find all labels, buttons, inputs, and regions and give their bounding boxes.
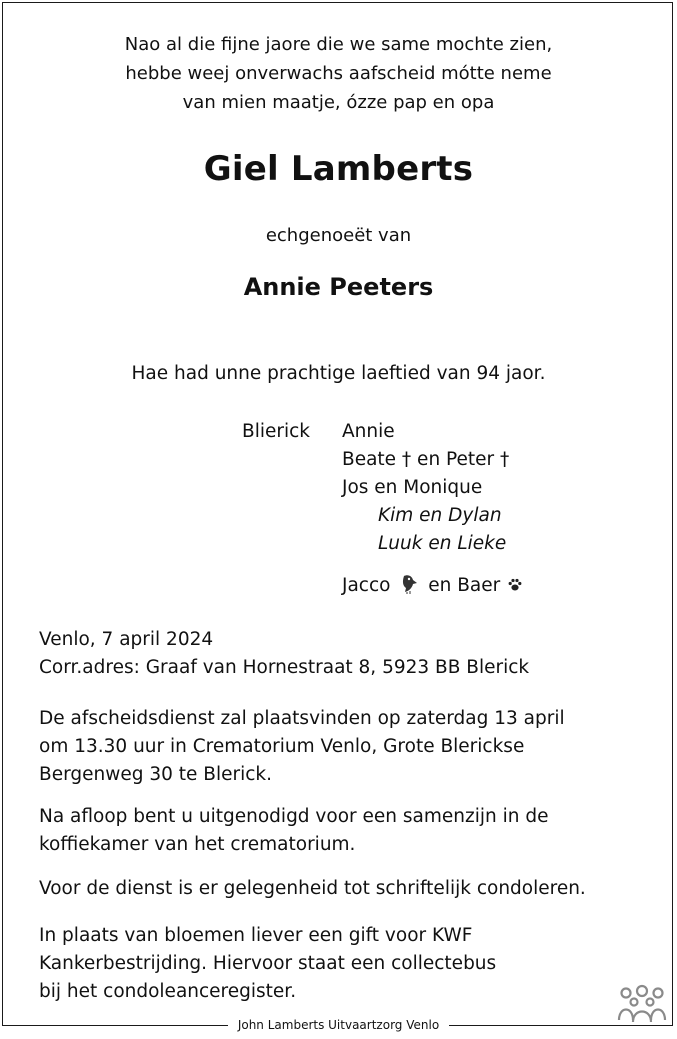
condolence-paragraph <box>39 875 586 903</box>
spouse-label: echgenoeët van <box>265 225 412 246</box>
age-line: Hae had unne prachtige laeftied van 94 jaor. <box>131 363 546 384</box>
paragraph-line: om 13.30 uur in Crematorium Venlo, Grote Blerickse <box>39 736 525 757</box>
family-list <box>342 418 509 502</box>
paragraph-line: In plaats van bloemen liever een gift voor KWF <box>39 925 473 946</box>
grandchildren-list <box>378 502 506 558</box>
spouse-name: Annie Peeters <box>243 273 434 301</box>
grandchild: Luuk en Lieke <box>378 533 507 554</box>
paragraph-line: De afscheidsdienst zal plaatsvinden op zaterdag 13 april <box>39 708 565 729</box>
paragraph-line: koffiekamer van het crematorium. <box>39 834 356 855</box>
pet-name: Jacco <box>342 575 391 596</box>
verse-line: hebbe weej onverwachs aafscheid mótte neme <box>125 63 552 84</box>
paragraph-line: Na afloop bent u uitgenodigd voor een samenzijn in de <box>39 806 549 827</box>
paragraph-line: Kankerbestrijding. Hiervoor staat een collectebus <box>39 953 497 974</box>
grandchild: Kim en Dylan <box>378 505 502 526</box>
bird-icon <box>398 572 420 603</box>
donation-paragraph <box>39 922 496 1006</box>
pets-line <box>342 572 522 603</box>
pet-connector: en Baer <box>428 575 501 596</box>
verse-line: Nao al die fijne jaore die we same mochte zien, <box>124 34 553 55</box>
footer-text: John Lamberts Uitvaartzorg Venlo <box>228 1018 449 1032</box>
family-member: Annie <box>342 421 395 442</box>
date-line: Venlo, 7 april 2024 <box>39 629 214 650</box>
paragraph-line: Voor de dienst is er gelegenheid tot schriftelijk condoleren. <box>39 878 586 899</box>
family-place: Blierick <box>242 421 310 442</box>
gathering-paragraph <box>39 803 548 859</box>
deceased-name: Giel Lamberts <box>203 149 474 189</box>
paw-icon <box>508 573 522 601</box>
paragraph-line: bij het condoleanceregister. <box>39 981 297 1002</box>
verse-line: van mien maatje, ózze pap en opa <box>182 92 495 113</box>
verse <box>0 30 677 117</box>
family-member: Beate † en Peter † <box>342 449 510 470</box>
address-line: Corr.adres: Graaf van Hornestraat 8, 5923 BB Blerick <box>39 657 530 678</box>
paragraph-line: Bergenweg 30 te Blerick. <box>39 764 273 785</box>
footer <box>0 1018 677 1032</box>
family-member: Jos en Monique <box>342 477 483 498</box>
service-paragraph <box>39 705 565 789</box>
